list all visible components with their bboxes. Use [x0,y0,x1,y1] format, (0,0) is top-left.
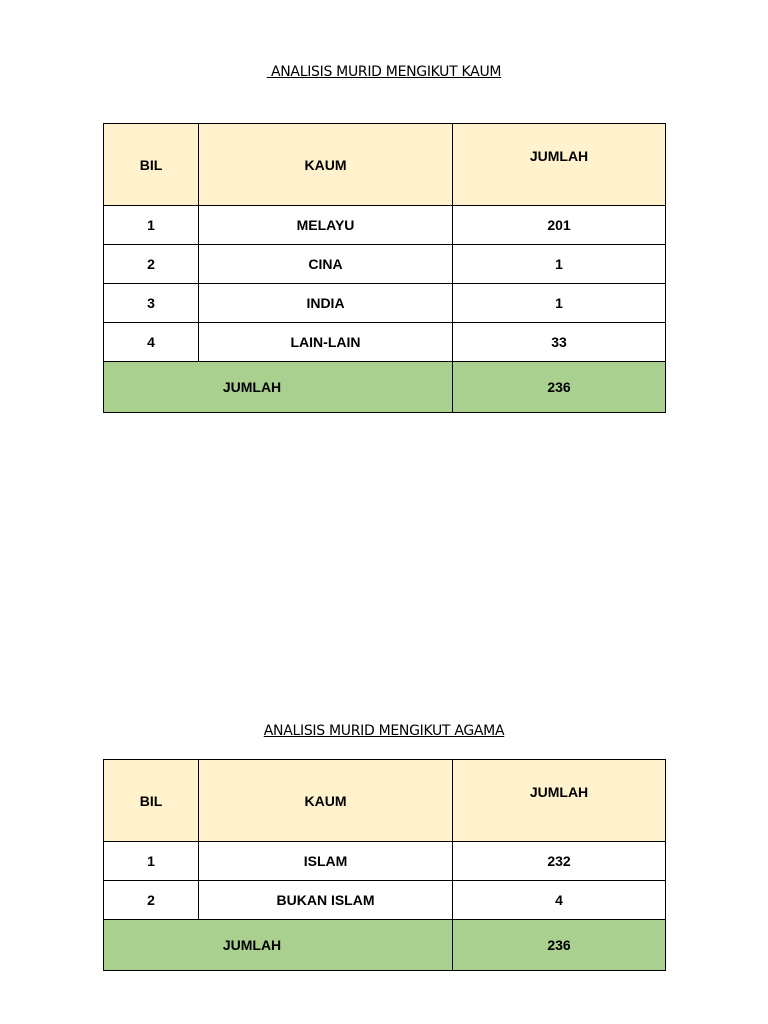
cell-bil: 1 [104,206,199,245]
total-value: 236 [453,920,666,971]
cell-kaum: MELAYU [199,206,453,245]
header-jumlah: JUMLAH [453,760,666,842]
total-value: 236 [453,362,666,413]
header-kaum: KAUM [199,124,453,206]
table-row [104,206,666,245]
total-label-cell [104,920,453,971]
header-bil: BIL [104,124,199,206]
cell-jumlah: 1 [453,245,666,284]
total-label: JUMLAH [222,379,282,395]
total-label: JUMLAH [222,937,282,953]
cell-jumlah: 232 [453,842,666,881]
header-kaum: KAUM [199,760,453,842]
cell-kaum: CINA [199,245,453,284]
table-title-kaum: ANALISIS MURID MENGIKUT KAUM [266,64,502,80]
kaum-table [103,123,666,413]
cell-jumlah: 4 [453,881,666,920]
header-jumlah: JUMLAH [453,124,666,206]
table-row [104,881,666,920]
cell-kaum: LAIN-LAIN [199,323,453,362]
agama-table [103,759,666,971]
table-header-row [104,124,666,206]
cell-jumlah: 1 [453,284,666,323]
cell-bil: 1 [104,842,199,881]
table-row [104,323,666,362]
total-label-cell [104,362,453,413]
cell-bil: 2 [104,881,199,920]
cell-kaum: INDIA [199,284,453,323]
table-total-row [104,362,666,413]
cell-bil: 4 [104,323,199,362]
table-row [104,842,666,881]
header-bil: BIL [104,760,199,842]
table-title-agama: ANALISIS MURID MENGIKUT AGAMA [263,723,505,739]
table-total-row [104,920,666,971]
cell-bil: 2 [104,245,199,284]
table-row [104,245,666,284]
table-row [104,284,666,323]
cell-jumlah: 201 [453,206,666,245]
cell-kaum: ISLAM [199,842,453,881]
cell-jumlah: 33 [453,323,666,362]
cell-bil: 3 [104,284,199,323]
table-header-row [104,760,666,842]
cell-kaum: BUKAN ISLAM [199,881,453,920]
